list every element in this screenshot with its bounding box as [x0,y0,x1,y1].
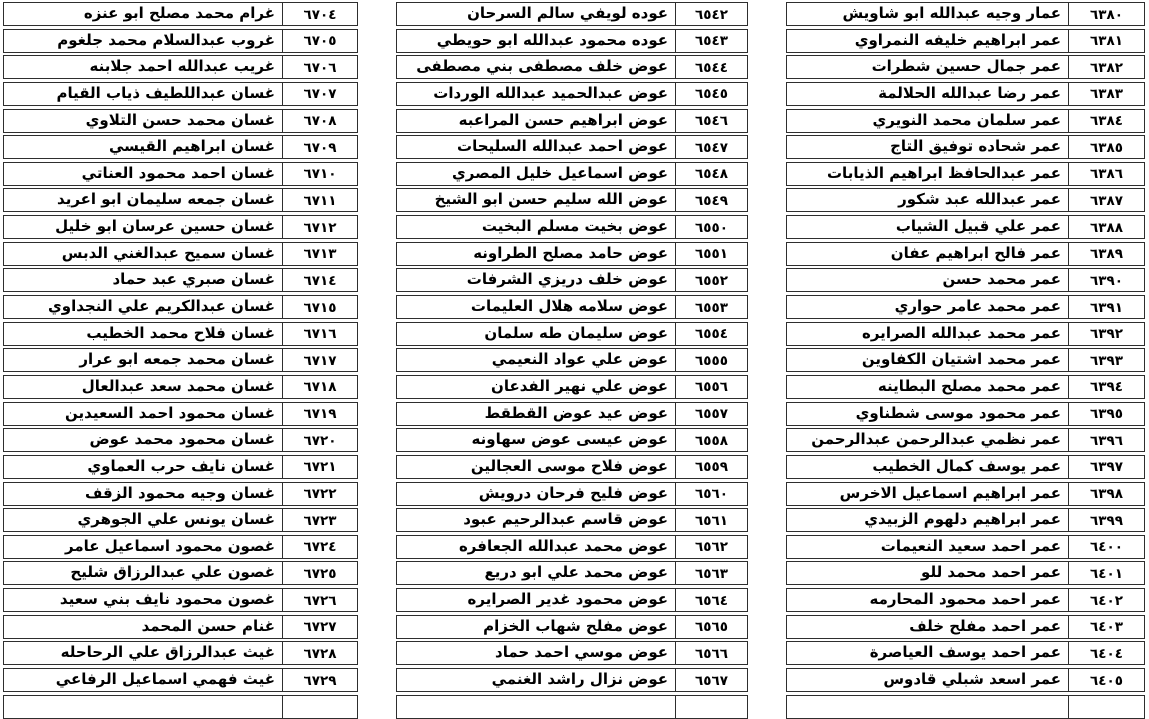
name-cell: عمر احمد محمد للو [921,563,1061,582]
table-row [3,375,358,399]
serial-number-cell: ٦٧٠٨ [282,110,357,132]
table-row [396,242,748,266]
serial-number-cell: ٦٧١٠ [282,163,357,185]
serial-number-cell: ٦٣٩٦ [1068,429,1144,451]
table-row [786,615,1145,639]
serial-number-cell: ٦٧٠٦ [282,56,357,78]
name-cell: غنام حسن المحمد [141,616,275,635]
name-cell: عوض سلامه هلال العليمات [470,297,668,316]
name-cell: غصون علي عبدالرزاق شليح [70,563,275,582]
serial-number-cell: ٦٥٦٢ [675,536,747,558]
table-row [786,268,1145,292]
name-cell: عوض موسي احمد حماد [495,643,668,662]
name-cell: عمر نظمي عبدالرحمن عبدالرحمن [811,430,1061,449]
serial-number-cell: ٦٧٢٥ [282,562,357,584]
name-cell: عوض قاسم عبدالرحيم عبود [463,510,668,529]
serial-number-cell: ٦٧٠٥ [282,30,357,52]
table-row [396,561,748,585]
table-row [396,641,748,665]
table-row [786,109,1145,133]
serial-number-cell: ٦٣٩٢ [1068,323,1144,345]
table-row [396,29,748,53]
name-cell: عوض اسماعيل خليل المصري [452,163,668,182]
serial-number-cell: ٦٥٥٥ [675,349,747,371]
name-cell: عوض الله سليم حسن ابو الشيخ [434,190,668,209]
serial-number-cell: ٦٣٩٤ [1068,376,1144,398]
name-cell: عمر جمال حسين شطرات [871,57,1061,76]
name-cell: عوض علي عواد النعيمي [491,350,668,369]
name-cell: عوض حامد مصلح الطراونه [473,243,668,262]
serial-number-cell: ٦٥٥٣ [675,296,747,318]
table-row [786,428,1145,452]
name-cell: غسان محمد سعد عبدالعال [81,376,275,395]
table-row [3,242,358,266]
name-cell: عمر محمد اشتيان الكفاوين [861,350,1061,369]
name-cell: عمر محمد عبدالله الصرايره [862,323,1061,342]
table-row [3,482,358,506]
name-cell: عمر ابراهيم اسماعيل الاخرس [839,483,1061,502]
table-row [786,588,1145,612]
serial-number-cell: ٦٣٩٧ [1068,456,1144,478]
serial-number-cell: ٦٣٨٧ [1068,189,1144,211]
table-row [786,242,1145,266]
serial-number-cell: ٦٥٤٨ [675,163,747,185]
table-row [3,615,358,639]
table-row [3,109,358,133]
table-row [3,162,358,186]
serial-number-cell: ٦٥٥٨ [675,429,747,451]
name-cell: عمر عبدالله عبد شكور [898,190,1061,209]
name-cell: غصون محمود اسماعيل عامر [65,536,275,555]
name-cell: عمر يوسف كمال الخطيب [872,456,1061,475]
table-row [396,268,748,292]
name-table-middle [396,2,748,719]
table-row [396,162,748,186]
serial-number-cell: ٦٥٤٣ [675,30,747,52]
table-row [3,215,358,239]
table-row [3,428,358,452]
name-cell: عوض عيسى عوض سهاونه [471,430,668,449]
table-row [786,55,1145,79]
serial-number-cell: ٦٥٤٩ [675,189,747,211]
name-cell: عمر احمد محمود المحارمه [869,590,1061,609]
serial-number-cell: ٦٥٥٦ [675,376,747,398]
table-row [396,508,748,532]
table-row [786,295,1145,319]
name-cell: عوض نزال راشد الغنمي [491,670,668,689]
serial-number-cell: ٦٧١٩ [282,403,357,425]
name-cell [4,706,282,708]
serial-number-cell: ٦٧٢٨ [282,642,357,664]
name-cell: عمر عبدالحافظ ابراهيم الذيابات [826,163,1061,182]
name-cell: عمر محمد مصلح البطاينه [877,376,1061,395]
name-cell: غسان وجيه محمود الزقف [84,483,275,502]
table-row [396,188,748,212]
serial-number-cell: ٦٧٠٤ [282,3,357,25]
table-row [396,348,748,372]
serial-number-cell: ٦٤٠٠ [1068,536,1144,558]
table-row [786,668,1145,692]
serial-number-cell: ٦٣٩٨ [1068,483,1144,505]
table-row [3,55,358,79]
table-row [3,348,358,372]
name-cell: غيث فهمي اسماعيل الرفاعي [55,670,275,689]
name-cell: عوض خلف دريزي الشرفات [466,270,668,289]
name-cell: غروب عبدالسلام محمد جلغوم [57,30,275,49]
table-row [396,615,748,639]
serial-number-cell: ٦٣٨٥ [1068,136,1144,158]
table-row [396,455,748,479]
table-row [786,188,1145,212]
serial-number-cell: ٦٥٥٩ [675,456,747,478]
table-row [786,482,1145,506]
serial-number-cell: ٦٥٦٣ [675,562,747,584]
table-row [3,561,358,585]
name-cell: غسان ابراهيم القيسي [108,137,275,156]
table-row [3,508,358,532]
table-row [396,482,748,506]
name-cell: عوض بخيت مسلم البخيت [481,217,668,236]
table-row [3,268,358,292]
serial-number-cell: ٦٥٥٤ [675,323,747,345]
serial-number-cell: ٦٤٠٤ [1068,642,1144,664]
serial-number-cell: ٦٧١٥ [282,296,357,318]
name-cell: غسان فلاح محمد الخطيب [86,323,275,342]
serial-number-cell: ٦٧٢١ [282,456,357,478]
name-cell: عوض فلاح موسى العجالين [470,456,668,475]
table-row [396,109,748,133]
name-cell: عمر شحاده توفيق التاج [890,137,1061,156]
table-row [3,82,358,106]
table-row [3,535,358,559]
serial-number-cell: ٦٧١٧ [282,349,357,371]
name-cell: عوض احمد عبدالله السليحات [457,137,668,156]
name-cell: غسان عبداللطيف ذياب القيام [56,83,275,102]
name-cell: عمر اسعد شبلي قادوس [883,670,1061,689]
serial-number-cell: ٦٥٤٥ [675,83,747,105]
serial-number-cell: ٦٥٦٧ [675,669,747,691]
table-row-partial [3,695,358,719]
name-cell: عوض سليمان طه سلمان [484,323,668,342]
serial-number-cell: ٦٧٢٠ [282,429,357,451]
name-cell: عمر احمد يوسف العياصرة [869,643,1061,662]
table-row [396,375,748,399]
name-cell: غسان محمود محمد عوض [89,430,275,449]
name-cell: عمر علي قبيل الشياب [895,217,1061,236]
name-cell: غسان نايف حرب العماوي [87,456,275,475]
name-cell: عوض محمد عبدالله الجعافره [458,536,668,555]
name-cell: عمر ابراهيم خليفه النمراوي [854,30,1061,49]
table-row [3,455,358,479]
name-cell: غسان محمد جمعه ابو عرار [79,350,275,369]
serial-number-cell: ٦٣٨٩ [1068,243,1144,265]
table-row [396,402,748,426]
serial-number-cell: ٦٧١٤ [282,269,357,291]
serial-number-cell: ٦٣٨٤ [1068,110,1144,132]
serial-number-cell: ٦٥٤٦ [675,110,747,132]
serial-number-cell: ٦٣٨٢ [1068,56,1144,78]
name-cell: عمار وجيه عبدالله ابو شاويش [842,4,1061,22]
table-row [786,135,1145,159]
table-row [3,668,358,692]
name-cell: عوض فليح فرحان درويش [478,483,668,502]
table-row [786,641,1145,665]
serial-number-cell: ٦٥٥٠ [675,216,747,238]
serial-number-cell: ٦٥٥٢ [675,269,747,291]
serial-number-cell: ٦٥٦٠ [675,483,747,505]
serial-number-cell: ٦٣٩١ [1068,296,1144,318]
serial-number-cell: ٦٧٠٧ [282,83,357,105]
name-cell: عمر احمد سعيد النعيمات [880,536,1061,555]
table-row [396,55,748,79]
name-cell: عوض محمد علي ابو دريع [484,563,668,582]
name-cell: غسان محمد حسن التلاوي [85,110,275,129]
table-row [396,322,748,346]
name-table-left [3,2,358,719]
serial-number-cell: ٦٧٢٤ [282,536,357,558]
name-cell: عوض علي نهير الفدعان [491,376,668,395]
table-row [786,215,1145,239]
name-cell: غيث عبدالرزاق علي الرحاحله [60,643,275,662]
table-row [786,348,1145,372]
table-row [786,455,1145,479]
name-cell: غسان احمد محمود العناتي [81,163,275,182]
serial-number-cell: ٦٧١٦ [282,323,357,345]
serial-number-cell: ٦٥٥١ [675,243,747,265]
table-row [396,428,748,452]
serial-number-cell: ٦٧٢٦ [282,589,357,611]
name-cell: عمر سلمان محمد النويري [872,110,1061,129]
name-cell: غسان يونس علي الجوهري [77,510,275,529]
table-row [3,322,358,346]
table-row [396,295,748,319]
serial-number-cell: ٦٥٦١ [675,509,747,531]
name-cell: غريب عبدالله احمد جلابنه [89,57,275,76]
name-cell: عمر ابراهيم دلهوم الزبيدي [864,510,1061,529]
name-cell: عمر احمد مفلح خلف [909,616,1061,635]
table-row [786,162,1145,186]
serial-number-cell: ٦٣٩٥ [1068,403,1144,425]
table-row [786,402,1145,426]
serial-number-cell: ٦٣٩٠ [1068,269,1144,291]
table-row [3,295,358,319]
serial-number-cell: ٦٣٩٩ [1068,509,1144,531]
serial-number-cell: ٦٤٠٣ [1068,616,1144,638]
name-cell: غصون محمود نايف بني سعيد [59,590,275,609]
serial-number-cell: ٦٥٤٢ [675,3,747,25]
table-row [786,29,1145,53]
table-row [786,535,1145,559]
serial-number-cell: ٦٥٦٤ [675,589,747,611]
name-cell: غسان سميح عبدالغني الدبس [61,243,275,262]
table-row [786,508,1145,532]
table-row-partial [786,695,1145,719]
table-row [3,29,358,53]
name-cell: عوض خلف مصطفى بني مصطفى [416,57,668,76]
table-row [3,2,358,26]
name-cell: عمر محمد حسن [942,270,1061,289]
name-cell: غسان محمود احمد السعيدين [65,403,275,422]
serial-number-cell: ٦٤٠٢ [1068,589,1144,611]
serial-number-cell: ٦٥٦٥ [675,616,747,638]
serial-number-cell: ٦٧٢٩ [282,669,357,691]
serial-number-cell: ٦٧٠٩ [282,136,357,158]
table-row [396,535,748,559]
name-cell [787,706,1068,708]
table-row-partial [396,695,748,719]
serial-number-cell: ٦٣٨٣ [1068,83,1144,105]
serial-number-cell: ٦٥٤٤ [675,56,747,78]
table-row [786,375,1145,399]
serial-number-cell: ٦٤٠١ [1068,562,1144,584]
table-row [3,402,358,426]
serial-number-cell: ٦٥٦٦ [675,642,747,664]
name-cell: عوده محمود عبدالله ابو حويطي [436,30,668,49]
name-cell: عمر محمد عامر حواري [894,297,1061,316]
serial-number-cell: ٦٣٨٠ [1068,3,1144,25]
table-row [786,2,1145,26]
serial-number-cell: ٦٧٢٣ [282,509,357,531]
serial-number-cell: ٦٤٠٥ [1068,669,1144,691]
name-table-right [786,2,1145,719]
name-cell: غسان عبدالكريم علي النجداوي [48,297,275,316]
name-cell: عوض ابراهيم حسن المراعبه [458,110,668,129]
name-cell: غرام محمد مصلح ابو عنزه [83,4,275,22]
table-row [396,668,748,692]
serial-number-cell: ٦٧١٣ [282,243,357,265]
serial-number-cell: ٦٧٢٧ [282,616,357,638]
name-cell: عمر رضا عبدالله الحلالمة [878,83,1061,102]
table-row [396,82,748,106]
serial-number-cell: ٦٣٩٣ [1068,349,1144,371]
name-cell: عوض محمود غدير الصرايره [467,590,668,609]
serial-number-cell: ٦٣٨١ [1068,30,1144,52]
serial-number-cell: ٦٧٢٢ [282,483,357,505]
name-cell: عوده لويفي سالم السرحان [467,4,668,22]
table-row [3,135,358,159]
table-row [3,588,358,612]
name-cell [397,706,675,708]
table-row [396,135,748,159]
table-row [3,641,358,665]
table-row [396,2,748,26]
name-cell: عوض مفلح شهاب الخزام [483,616,668,635]
name-cell: غسان صبري عبد حماد [112,270,275,289]
table-row [396,588,748,612]
table-row [786,82,1145,106]
serial-number-cell: ٦٧١١ [282,189,357,211]
table-row [396,215,748,239]
name-cell: عمر فالح ابراهيم عفان [890,243,1061,262]
name-cell: عمر محمود موسى شطناوي [855,403,1061,422]
name-cell: عوض عيد عوض القطقط [484,403,668,422]
serial-number-cell: ٦٣٨٦ [1068,163,1144,185]
serial-number-cell: ٦٧١٨ [282,376,357,398]
name-cell: غسان جمعه سليمان ابو اعريد [57,190,275,209]
serial-number-cell: ٦٣٨٨ [1068,216,1144,238]
serial-number-cell: ٦٧١٢ [282,216,357,238]
serial-number-cell: ٦٥٥٧ [675,403,747,425]
table-row [786,322,1145,346]
table-row [786,561,1145,585]
name-cell: غسان حسين عرسان ابو خليل [55,217,275,236]
serial-number-cell: ٦٥٤٧ [675,136,747,158]
name-cell: عوض عبدالحميد عبدالله الوردات [433,83,668,102]
table-row [3,188,358,212]
